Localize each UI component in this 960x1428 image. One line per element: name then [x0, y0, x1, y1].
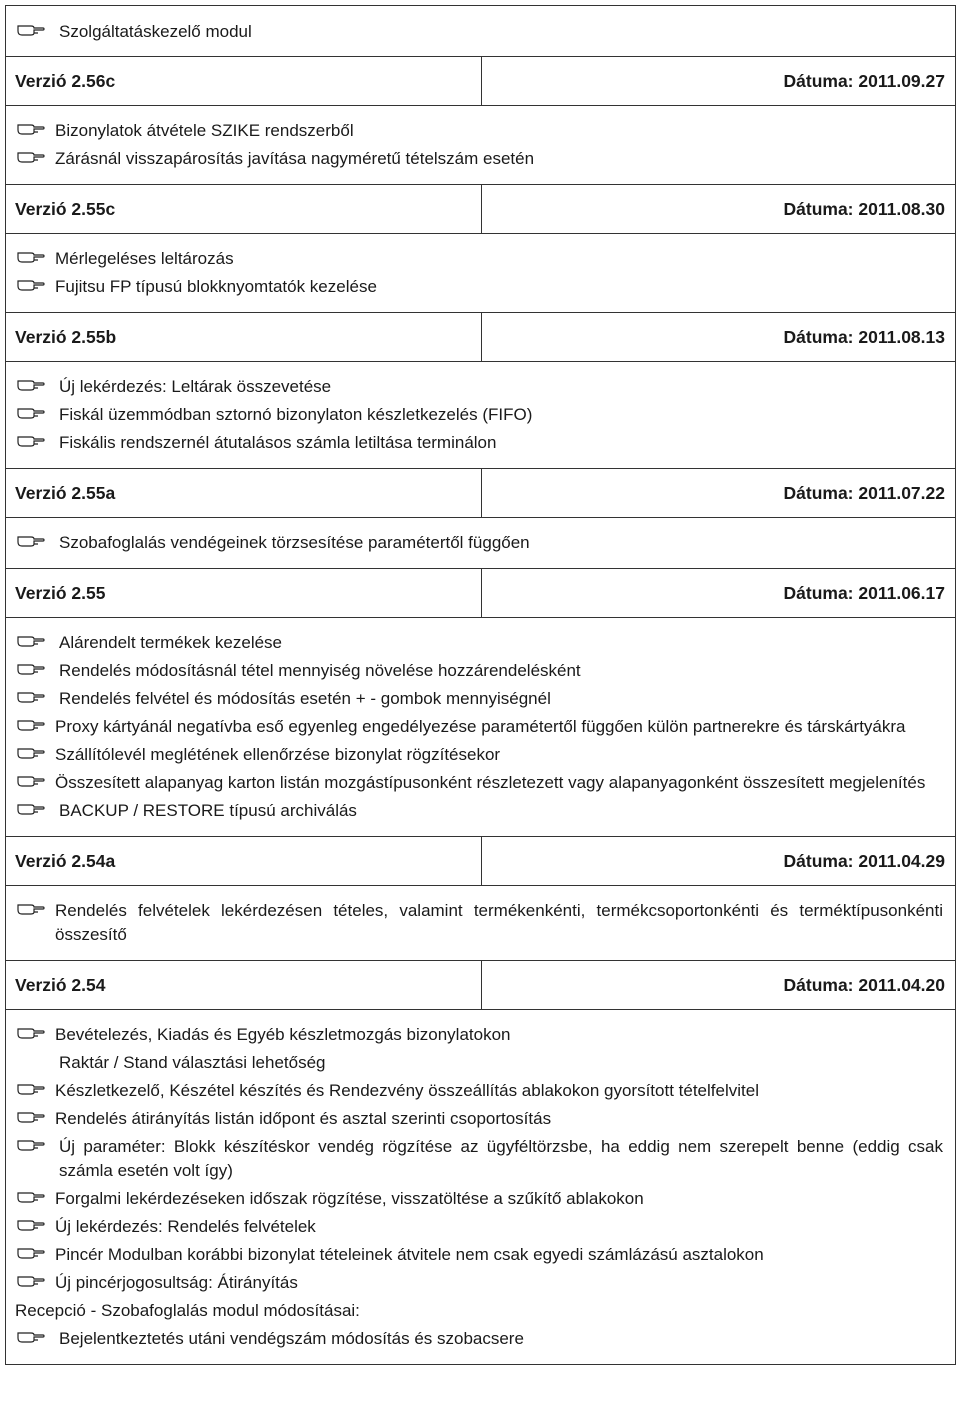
intro-section [6, 6, 955, 56]
list-item-text: Zárásnál visszapárosítás javítása nagyméretű tételszám esetén [55, 149, 535, 168]
pointing-hand-icon [17, 1079, 45, 1097]
list-item-text: Bevételezés, Kiadás és Egyéb készletmozgás bizonylatokon [55, 1025, 511, 1044]
version-date: Dátuma: 2011.08.13 [783, 327, 945, 347]
list-item-text: Raktár / Stand választási lehetőség [59, 1053, 326, 1072]
list-item [15, 799, 943, 823]
list-item-text: Rendelés átirányítás listán időpont és asztal szerinti csoportosítás [55, 1109, 552, 1128]
pointing-hand-icon [17, 147, 45, 165]
list-item [15, 899, 943, 947]
pointing-hand-icon [17, 275, 45, 293]
pointing-hand-icon [17, 1215, 45, 1233]
pointing-hand-icon [17, 799, 45, 817]
pointing-hand-icon [17, 687, 45, 705]
version-date: Dátuma: 2011.04.20 [783, 975, 945, 995]
pointing-hand-icon [17, 1135, 45, 1153]
list-item [15, 531, 943, 555]
list-item [15, 375, 943, 399]
list-item [15, 1215, 943, 1239]
pointing-hand-icon [17, 1023, 45, 1041]
subheading-text: Recepció - Szobafoglalás modul módosításai: [15, 1301, 360, 1320]
version-section [6, 362, 955, 468]
list-item-text: Új lekérdezés: Leltárak összevetése [59, 377, 332, 396]
version-label: Verzió 2.55c [15, 199, 116, 219]
list-item [15, 1107, 943, 1131]
list-item-text: Szállítólevél meglétének ellenőrzése bizonylat rögzítésekor [55, 745, 501, 764]
pointing-hand-icon [17, 1271, 45, 1289]
pointing-hand-icon [17, 531, 45, 549]
list-item [15, 687, 943, 711]
list-item-text: Új paraméter: Blokk készítéskor vendég rögzítése az ügyféltörzsbe, ha eddig nem szerepelt benne (eddig csak számla esetén volt így) [59, 1137, 943, 1180]
pointing-hand-icon [17, 1327, 45, 1345]
list-item [15, 147, 943, 171]
list-item [15, 1079, 943, 1103]
list-item-text: Fiskál üzemmódban sztornó bizonylaton készletkezelés (FIFO) [59, 405, 533, 424]
pointing-hand-icon [17, 743, 45, 761]
list-item-text: Új lekérdezés: Rendelés felvételek [55, 1217, 316, 1236]
list-item [15, 403, 943, 427]
list-item [15, 1271, 943, 1295]
version-date: Dátuma: 2011.09.27 [783, 71, 945, 91]
list-item [15, 20, 943, 44]
list-item-continuation [15, 1051, 943, 1075]
list-item [15, 1243, 943, 1267]
column-divider [481, 469, 482, 517]
version-label: Verzió 2.54a [15, 851, 116, 871]
version-label: Verzió 2.55a [15, 483, 116, 503]
list-item-text: Készletkezelő, Készétel készítés és Rendezvény összeállítás ablakokon gyorsított tételfelvitel [55, 1081, 759, 1100]
pointing-hand-icon [17, 431, 45, 449]
changelog-document [5, 5, 956, 1365]
list-item-text: Új pincérjogosultság: Átirányítás [55, 1273, 298, 1292]
pointing-hand-icon [17, 247, 45, 265]
column-divider [481, 837, 482, 885]
version-section [6, 106, 955, 184]
list-item-text: Rendelés felvételek lekérdezésen tételes, valamint termékenkénti, termékcsoportonkénti és terméktípusonkénti összesítő [55, 901, 943, 944]
list-item [15, 715, 943, 739]
list-item-text: Rendelés módosításnál tétel mennyiség növelése hozzárendelésként [59, 661, 581, 680]
list-item [15, 431, 943, 455]
list-item [15, 1187, 943, 1211]
version-header [6, 568, 955, 618]
version-section [6, 1010, 955, 1364]
version-date: Dátuma: 2011.06.17 [783, 583, 945, 603]
version-header [6, 960, 955, 1010]
subheading [15, 1299, 943, 1323]
pointing-hand-icon [17, 1187, 45, 1205]
list-item-text: Szobafoglalás vendégeinek törzsesítése paramétertől függően [59, 533, 530, 552]
list-item-text: Forgalmi lekérdezéseken időszak rögzítése, visszatöltése a szűkítő ablakokon [55, 1189, 644, 1208]
list-item-text: Bejelentkeztetés utáni vendégszám módosítás és szobacsere [59, 1329, 524, 1348]
version-section [6, 886, 955, 960]
version-section [6, 518, 955, 568]
pointing-hand-icon [17, 403, 45, 421]
list-item-text: Mérlegeléses leltározás [55, 249, 234, 268]
version-section [6, 234, 955, 312]
list-item [15, 1135, 943, 1183]
list-item [15, 771, 943, 795]
list-item [15, 1327, 943, 1351]
version-label: Verzió 2.54 [15, 975, 106, 995]
pointing-hand-icon [17, 1243, 45, 1261]
version-header [6, 312, 955, 362]
version-date: Dátuma: 2011.04.29 [783, 851, 945, 871]
pointing-hand-icon [17, 771, 45, 789]
list-item-text: Összesített alapanyag karton listán mozgástípusonként részletezett vagy alapanyagonként összesített megjelenítés [55, 773, 926, 792]
pointing-hand-icon [17, 119, 45, 137]
list-item [15, 659, 943, 683]
list-item [15, 247, 943, 271]
version-header [6, 836, 955, 886]
list-item-text: Bizonylatok átvétele SZIKE rendszerből [55, 121, 354, 140]
pointing-hand-icon [17, 899, 45, 917]
version-label: Verzió 2.55b [15, 327, 117, 347]
column-divider [481, 961, 482, 1009]
pointing-hand-icon [17, 631, 45, 649]
version-section [6, 618, 955, 836]
pointing-hand-icon [17, 715, 45, 733]
pointing-hand-icon [17, 20, 45, 38]
list-item-text: Pincér Modulban korábbi bizonylat tételeinek átvitele nem csak egyedi számlázású asztalokon [55, 1245, 764, 1264]
list-item-text: Fujitsu FP típusú blokknyomtatók kezelése [55, 277, 377, 296]
version-date: Dátuma: 2011.08.30 [783, 199, 945, 219]
list-item-text: Alárendelt termékek kezelése [59, 633, 283, 652]
list-item-text: BACKUP / RESTORE típusú archiválás [59, 801, 357, 820]
list-item-text: Fiskális rendszernél átutalásos számla letiltása terminálon [59, 433, 497, 452]
list-item-text: Rendelés felvétel és módosítás esetén + - gombok mennyiségnél [59, 689, 551, 708]
list-item-text: Proxy kártyánál negatívba eső egyenleg engedélyezése paramétertől függően külön partnerekre és társkártyákra [55, 717, 906, 736]
list-item [15, 119, 943, 143]
column-divider [481, 185, 482, 233]
list-item [15, 275, 943, 299]
version-header [6, 56, 955, 106]
pointing-hand-icon [17, 1107, 45, 1125]
pointing-hand-icon [17, 659, 45, 677]
version-date: Dátuma: 2011.07.22 [783, 483, 945, 503]
column-divider [481, 57, 482, 105]
version-header [6, 184, 955, 234]
list-item [15, 1023, 943, 1047]
column-divider [481, 313, 482, 361]
list-item-text: Szolgáltatáskezelő modul [59, 22, 252, 41]
version-label: Verzió 2.55 [15, 583, 106, 603]
list-item [15, 631, 943, 655]
list-item [15, 743, 943, 767]
column-divider [481, 569, 482, 617]
version-header [6, 468, 955, 518]
pointing-hand-icon [17, 375, 45, 393]
version-label: Verzió 2.56c [15, 71, 116, 91]
